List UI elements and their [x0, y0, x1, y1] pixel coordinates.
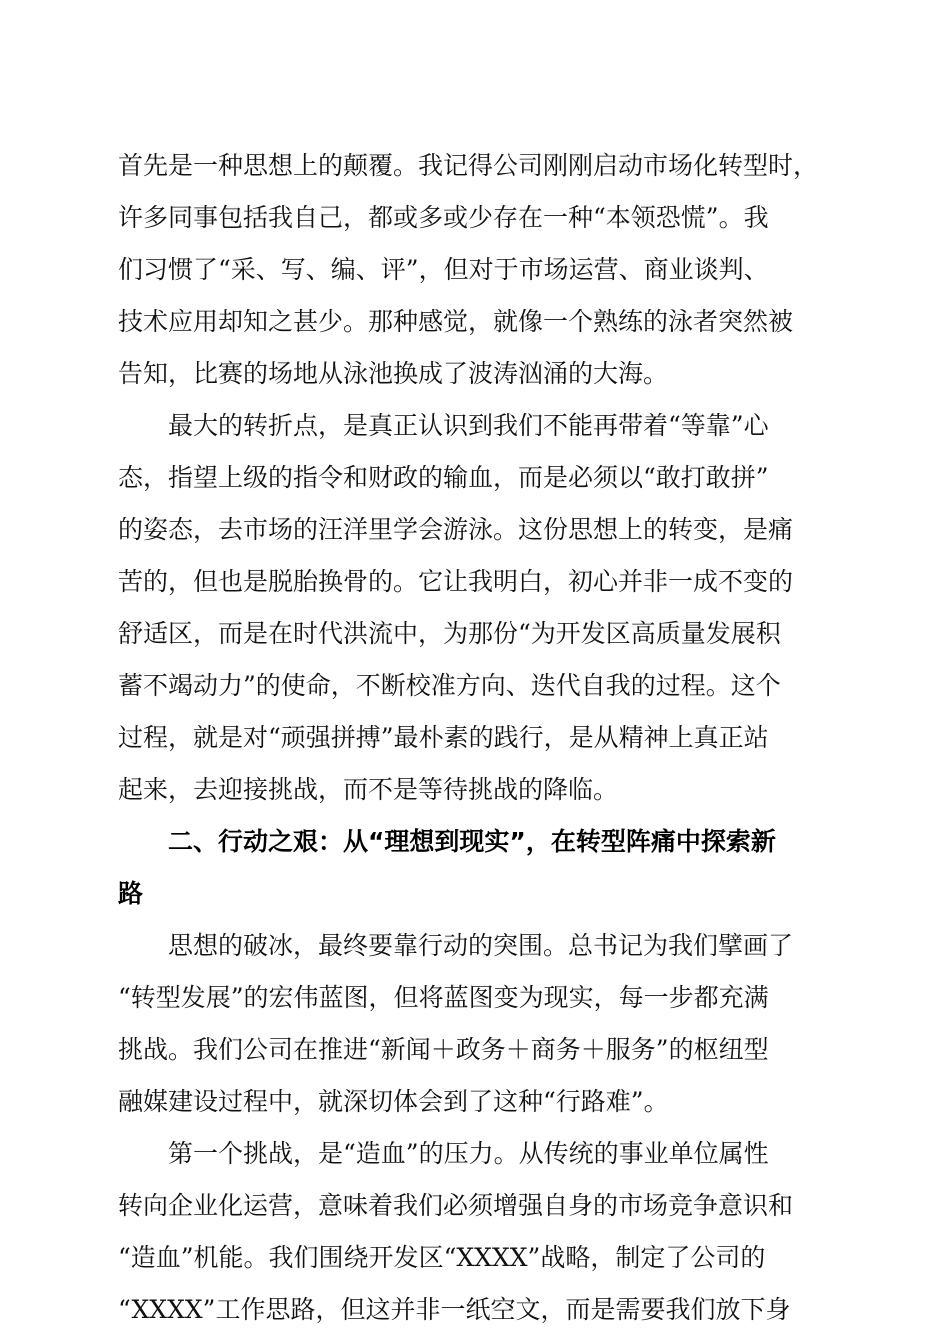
- text-line: 蓄不竭动力”的使命，不断校准方向、迭代自我的过程。这个: [118, 671, 781, 700]
- text-line: “造血”机能。我们围绕开发区“XXXX”战略，制定了公司的: [118, 1243, 766, 1272]
- text-line: 舒适区，而是在时代洪流中，为那份“为开发区高质量发展积: [118, 619, 781, 648]
- text-line: 许多同事包括我自己，都或多或少存在一种“本领恐慌”。我: [118, 203, 769, 232]
- text-line: 起来，去迎接挑战，而不是等待挑战的降临。: [118, 775, 619, 804]
- text-line: 最大的转折点，是真正认识到我们不能再带着“等靠”心: [118, 411, 769, 440]
- text-line: 们习惯了“采、写、编、评”，但对于市场运营、商业谈判、: [118, 255, 769, 284]
- text-line: 转向企业化运营，意味着我们必须增强自身的市场竞争意识和: [118, 1191, 794, 1220]
- paragraph: [118, 140, 838, 400]
- text-line: 态，指望上级的指令和财政的输血，而是必须以“敢打敢拼”: [118, 463, 769, 492]
- text-line: “XXXX”工作思路，但这并非一纸空文，而是需要我们放下身: [118, 1295, 791, 1324]
- text-line: 第一个挑战，是“造血”的压力。从传统的事业单位属性: [118, 1139, 769, 1168]
- text-line: 告知，比赛的场地从泳池换成了波涛汹涌的大海。: [118, 359, 669, 388]
- text-line: 首先是一种思想上的颠覆。我记得公司刚刚启动市场化转型时，: [118, 151, 819, 180]
- document-body: [118, 140, 838, 1336]
- heading-line: 路: [118, 879, 144, 908]
- paragraph: [118, 920, 838, 1128]
- text-line: 挑战。我们公司在推进“新闻＋政务＋商务＋服务”的枢纽型: [118, 1035, 769, 1064]
- text-line: 思想的破冰，最终要靠行动的突围。总书记为我们擘画了: [118, 931, 794, 960]
- section-heading: [118, 816, 838, 920]
- text-line: “转型发展”的宏伟蓝图，但将蓝图变为现实，每一步都充满: [118, 983, 769, 1012]
- paragraph: [118, 400, 838, 816]
- text-line: 过程，就是对“顽强拼搏”最朴素的践行，是从精神上真正站: [118, 723, 769, 752]
- text-line: 融媒建设过程中，就深切体会到了这种“行路难”。: [118, 1087, 669, 1116]
- text-line: 的姿态，去市场的汪洋里学会游泳。这份思想上的转变，是痛: [118, 515, 794, 544]
- paragraph: [118, 1128, 838, 1336]
- heading-line: 二、行动之艰：从“理想到现实”，在转型阵痛中探索新: [118, 827, 776, 856]
- text-line: 技术应用却知之甚少。那种感觉，就像一个熟练的泳者突然被: [118, 307, 794, 336]
- text-line: 苦的，但也是脱胎换骨的。它让我明白，初心并非一成不变的: [118, 567, 794, 596]
